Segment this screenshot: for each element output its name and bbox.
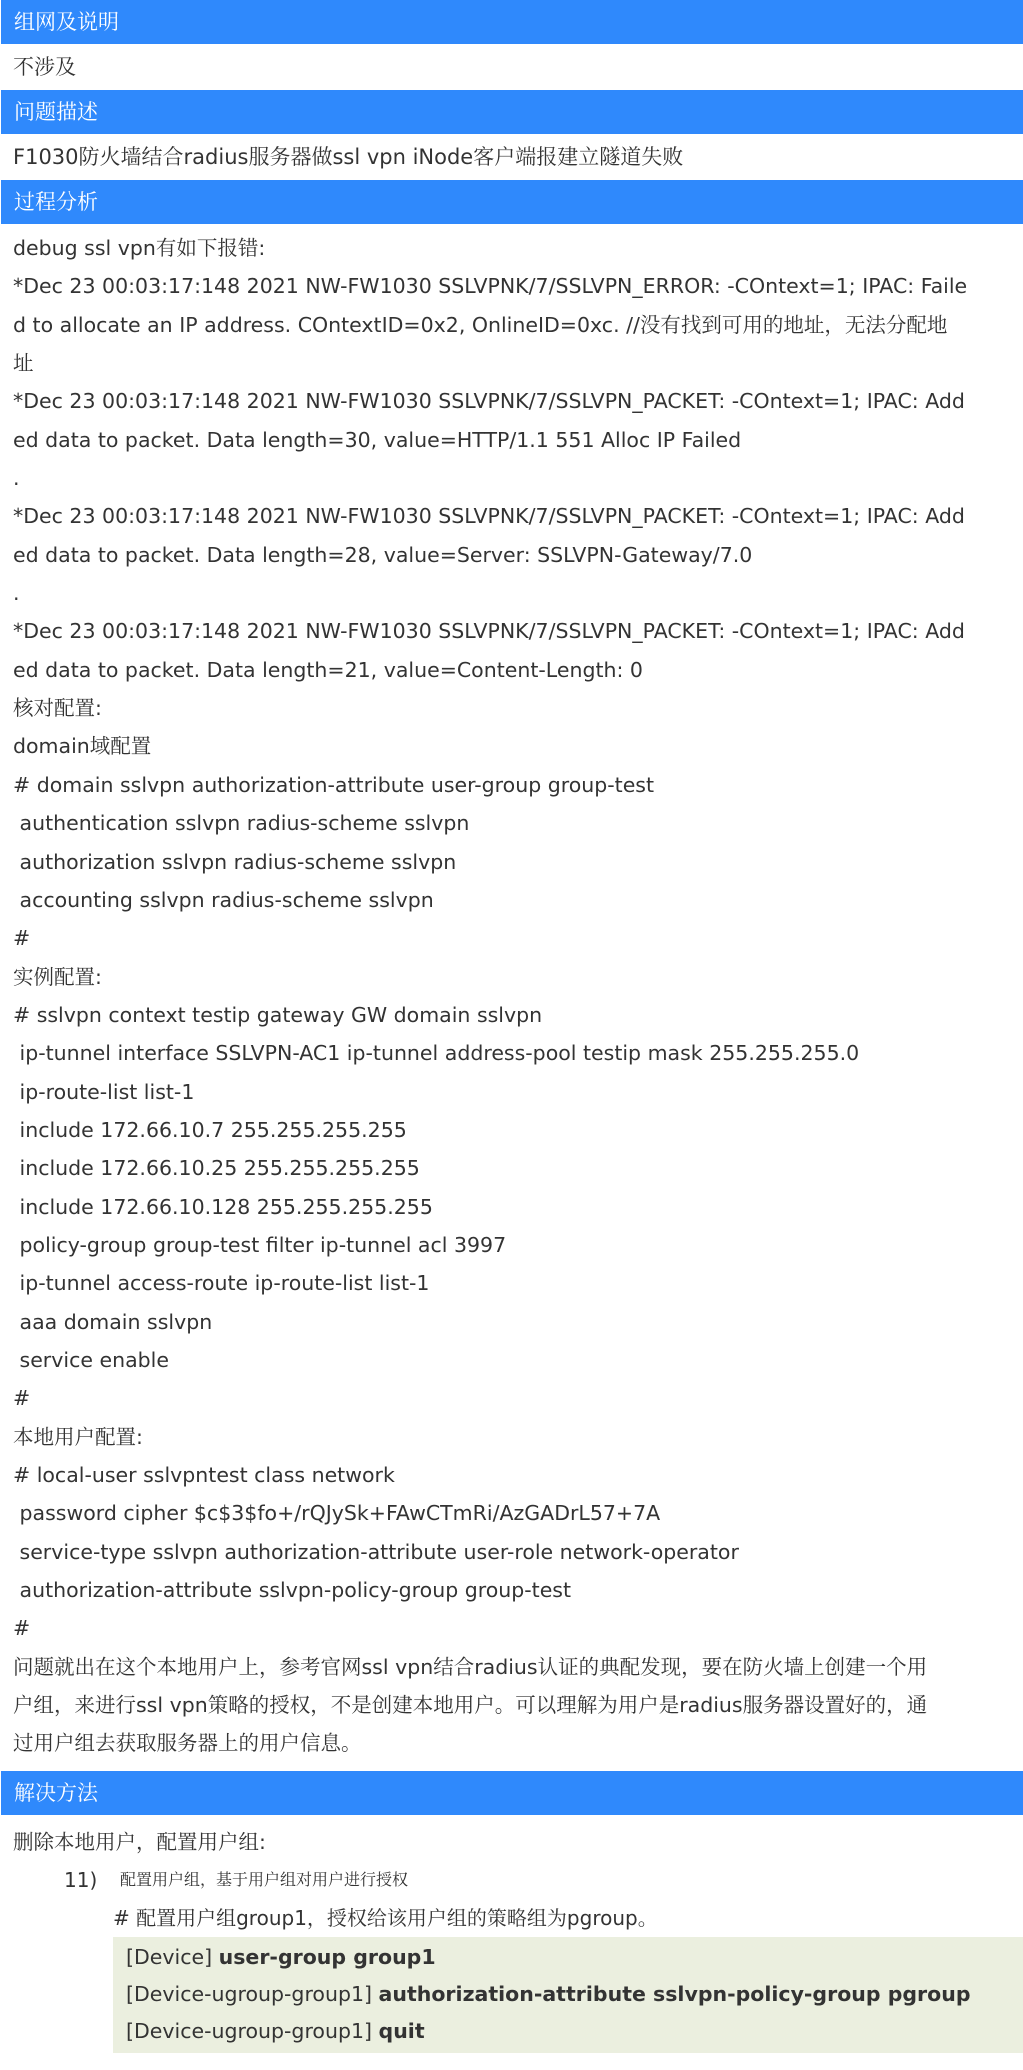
section-header-analysis: 过程分析 [1, 180, 1023, 224]
analysis-line: # [13, 1386, 31, 1411]
analysis-line: 问题就出在这个本地用户上，参考官网ssl vpn结合radius认证的典配发现，要在防火墙上创建一个用 [13, 1654, 928, 1679]
code-command: user-group group1 [218, 1944, 436, 1969]
analysis-line: authorization sslvpn radius-scheme sslvpn [13, 849, 457, 874]
analysis-line: aaa domain sslvpn [13, 1309, 213, 1334]
analysis-line: include 172.66.10.25 255.255.255.255 [13, 1156, 420, 1181]
code-line [113, 1976, 1023, 2013]
analysis-line: . [13, 466, 20, 491]
section-solution [0, 1771, 1023, 2053]
code-block [113, 1937, 1023, 2053]
analysis-line: debug ssl vpn有如下报错: [13, 236, 266, 260]
analysis-line: accounting sslvpn radius-scheme sslvpn [13, 887, 434, 912]
analysis-line: authentication sslvpn radius-scheme sslvpn [13, 811, 470, 836]
analysis-line: ed data to packet. Data length=30, value=HTTP/1.1 551 Alloc IP Failed [13, 427, 742, 452]
analysis-line: # [13, 1616, 31, 1641]
section-network [0, 0, 1023, 90]
analysis-line: password cipher $c$3$fo+/rQJySk+FAwCTmRi/AzGADrL57+7A [13, 1501, 661, 1526]
analysis-line: 核对配置: [13, 696, 102, 721]
analysis-line: 本地用户配置: [13, 1424, 143, 1449]
section-header-problem: 问题描述 [1, 90, 1023, 134]
code-line [113, 1939, 1023, 1976]
analysis-line: domain域配置 [13, 734, 152, 759]
section-analysis [0, 180, 1023, 1771]
analysis-line: ip-route-list list-1 [13, 1079, 195, 1104]
analysis-line: # sslvpn context testip gateway GW domain sslvpn [13, 1002, 543, 1027]
analysis-line: 址 [13, 351, 34, 376]
analysis-line: include 172.66.10.7 255.255.255.255 [13, 1117, 407, 1142]
step-number: 11) [64, 1867, 98, 1892]
analysis-line: *Dec 23 00:03:17:148 2021 NW-FW1030 SSLVPNK/7/SSLVPN_PACKET: -COntext=1; IPAC: Add [13, 619, 965, 644]
solution-step [0, 1861, 1023, 1899]
analysis-line: d to allocate an IP address. COntextID=0x2, OnlineID=0xc. //没有找到可用的地址，无法分配地 [13, 312, 948, 337]
code-prompt: [Device-ugroup-group1] [126, 2018, 379, 2043]
analysis-line: policy-group group-test filter ip-tunnel acl 3997 [13, 1232, 507, 1257]
analysis-line: authorization-attribute sslvpn-policy-group group-test [13, 1578, 572, 1603]
problem-description: F1030防火墙结合radius服务器做ssl vpn iNode客户端报建立隧道失败 [13, 145, 684, 169]
analysis-line: include 172.66.10.128 255.255.255.255 [13, 1194, 433, 1219]
analysis-line: ed data to packet. Data length=28, value=Server: SSLVPN-Gateway/7.0 [13, 542, 753, 567]
analysis-line: 户组，来进行ssl vpn策略的授权，不是创建本地用户。可以理解为用户是radius服务器设置好的，通 [13, 1693, 928, 1718]
code-command: authorization-attribute sslvpn-policy-group pgroup [378, 1981, 971, 2006]
step-text: 配置用户组，基于用户组对用户进行授权 [120, 1869, 409, 1889]
section-header-solution: 解决方法 [1, 1771, 1023, 1815]
code-command: quit [378, 2018, 425, 2043]
analysis-line: ip-tunnel access-route ip-route-list list-1 [13, 1271, 430, 1296]
step-comment: # 配置用户组group1，授权给该用户组的策略组为pgroup。 [113, 1905, 658, 1930]
analysis-line: service enable [13, 1347, 169, 1372]
network-description: 不涉及 [13, 55, 76, 79]
code-line [113, 2013, 1023, 2050]
solution-intro: 删除本地用户，配置用户组: [13, 1829, 266, 1854]
analysis-line: *Dec 23 00:03:17:148 2021 NW-FW1030 SSLVPNK/7/SSLVPN_PACKET: -COntext=1; IPAC: Add [13, 389, 965, 414]
analysis-line: *Dec 23 00:03:17:148 2021 NW-FW1030 SSLVPNK/7/SSLVPN_ERROR: -COntext=1; IPAC: Faile [13, 274, 968, 299]
analysis-line: . [13, 581, 20, 606]
section-header-network: 组网及说明 [1, 0, 1023, 44]
analysis-line: 过用户组去获取服务器上的用户信息。 [13, 1731, 362, 1756]
analysis-line: # [13, 926, 31, 951]
code-prompt: [Device-ugroup-group1] [126, 1981, 379, 2006]
section-problem [0, 90, 1023, 180]
analysis-line: ip-tunnel interface SSLVPN-AC1 ip-tunnel address-pool testip mask 255.255.255.0 [13, 1041, 860, 1066]
analysis-line: *Dec 23 00:03:17:148 2021 NW-FW1030 SSLVPNK/7/SSLVPN_PACKET: -COntext=1; IPAC: Add [13, 504, 965, 529]
code-prompt: [Device] [126, 1944, 219, 1969]
analysis-line: 实例配置: [13, 964, 102, 989]
analysis-line: service-type sslvpn authorization-attribute user-role network-operator [13, 1539, 739, 1564]
solution-content [0, 1815, 1023, 1861]
analysis-content [0, 224, 1023, 1771]
analysis-line: ed data to packet. Data length=21, value=Content-Length: 0 [13, 657, 643, 682]
analysis-line: # domain sslvpn authorization-attribute user-group group-test [13, 772, 655, 797]
analysis-line: # local-user sslvpntest class network [13, 1463, 395, 1487]
